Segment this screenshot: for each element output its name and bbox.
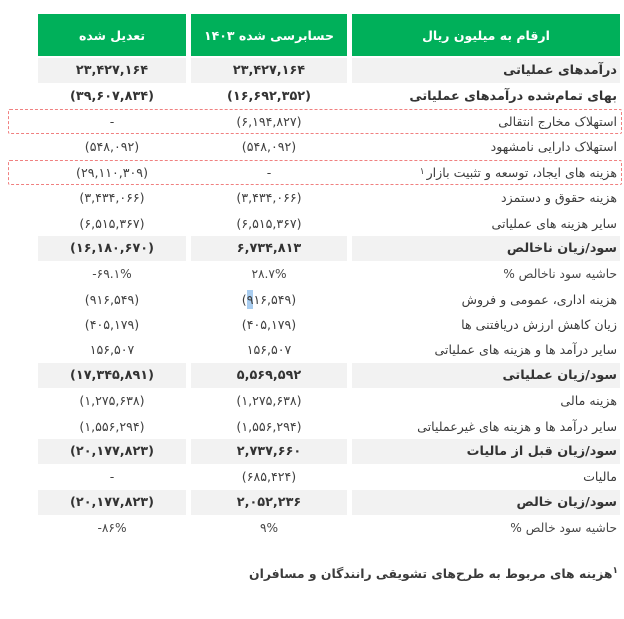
row-label [352,337,620,362]
audited-value: (۱۶,۶۹۲,۳۵۲) [227,88,311,104]
cell-audited-value [191,134,347,159]
cell-audited-value [191,515,347,540]
table-row [38,312,620,337]
cell-audited-value [191,210,347,235]
audited-value: (۱,۵۵۶,۲۹۴) [236,418,302,434]
row-label-text: هزینه های ایجاد، توسعه و تثبیت بازار [426,164,617,180]
adjusted-value: ۱۵۶,۵۰۷ [89,342,135,358]
cell-audited-value [191,236,347,261]
income-statement-table [38,14,620,540]
row-label [352,83,620,108]
row-label-text: استهلاک دارایی نامشهود [490,139,617,155]
table-row [38,210,620,235]
table-row [38,160,620,185]
cell-audited-value [191,464,347,489]
cell-adjusted-value [38,210,186,235]
row-label-text: سایر درآمد ها و هزینه های عملیاتی [434,342,617,358]
row-label [352,515,620,540]
audited-value: (۴۰۵,۱۷۹) [241,317,297,333]
adjusted-value: -۶۹.۱% [92,266,132,281]
row-label-text: مالیات [583,469,617,485]
table-row [38,413,620,438]
row-label-text: سود/زیان قبل از مالیات [466,444,617,460]
audited-value: ۶,۷۳۴,۸۱۳ [236,240,302,256]
cell-adjusted-value [38,185,186,210]
row-label-text: زیان کاهش ارزش دریافتنی ها [461,317,617,333]
row-label [352,413,620,438]
row-label-text: سایر درآمد ها و هزینه های غیرعملیاتی [417,418,617,434]
table-body [38,58,620,540]
table-row [38,388,620,413]
table-row [38,185,620,210]
table-row [38,363,620,388]
row-label-text: سایر هزینه های عملیاتی [491,215,617,231]
audited-value: ۲,۷۳۷,۶۶۰ [236,444,302,460]
row-label-text: استهلاک مخارج انتقالی [498,113,617,129]
cell-audited-value [191,312,347,337]
audited-value: - [266,164,272,180]
cell-adjusted-value [38,58,186,83]
audited-value: (۶۸۵,۴۲۴) [241,469,297,485]
row-label [352,464,620,489]
audited-value: ۲,۰۵۲,۲۳۶ [236,494,302,510]
adjusted-value: (۱۷,۳۴۵,۸۹۱) [70,367,154,383]
cell-audited-value [191,439,347,464]
cell-audited-value [191,160,347,185]
row-label-text: سود/زیان ناخالص [506,240,617,256]
cell-adjusted-value [38,134,186,159]
adjusted-value: - [109,469,115,485]
adjusted-value: - [109,113,115,129]
row-label [352,363,620,388]
cell-adjusted-value [38,388,186,413]
adjusted-value: (۱,۲۷۵,۶۳۸) [79,393,145,409]
cell-audited-value [191,83,347,108]
cell-audited-value [191,109,347,134]
audited-value: (۶,۵۱۵,۳۶۷) [236,215,302,231]
cell-audited-value [191,287,347,312]
row-label [352,261,620,286]
table-row [38,134,620,159]
audited-value: (۱,۲۷۵,۶۳۸) [236,393,302,409]
cell-adjusted-value [38,515,186,540]
cell-audited-value [191,185,347,210]
row-label: هزینه های ایجاد، توسعه و تثبیت بازار ۱ [419,164,617,180]
row-label [352,490,620,515]
audited-value: ۲۸.۷% [251,266,287,281]
selection-highlight: ۹ [246,291,254,307]
row-label [352,287,620,312]
cell-adjusted-value [38,312,186,337]
row-label [352,210,620,235]
cell-adjusted-value [38,160,186,185]
row-label [352,439,620,464]
cell-audited-value [191,261,347,286]
cell-adjusted-value [38,490,186,515]
cell-adjusted-value [38,261,186,286]
header-adjusted: تعدیل شده [38,14,186,56]
cell-audited-value [191,58,347,83]
adjusted-value: (۳,۴۳۴,۰۶۶) [79,190,145,206]
adjusted-value: (۱۶,۱۸۰,۶۷۰) [70,240,154,256]
table-row [38,337,620,362]
row-label-text: بهای تمام‌شده درآمدهای عملیاتی [409,88,617,104]
table-row [38,287,620,312]
row-label-text: درآمدهای عملیاتی [503,63,617,79]
row-label-text: هزینه مالی [560,393,617,409]
table-header-row [38,14,620,56]
header-unit-note: ارقام به میلیون ریال [352,14,620,56]
adjusted-value: (۵۴۸,۰۹۲) [84,139,140,155]
adjusted-value: (۹۱۶,۵۴۹) [84,291,140,307]
cell-audited-value [191,388,347,413]
table-row [38,464,620,489]
audited-value: ۲۳,۴۲۷,۱۶۴ [232,63,306,79]
row-label-text: هزینه حقوق و دستمزد [501,190,617,206]
footnote-marker: ۱ [612,566,618,577]
adjusted-value: -۸۶% [97,520,127,535]
table-row [38,490,620,515]
header-audited-1403: حسابرسی شده ۱۴۰۳ [191,14,347,56]
table-row [38,236,620,261]
row-label-text: حاشیه سود ناخالص % [503,266,617,281]
table-row [38,439,620,464]
cell-adjusted-value [38,109,186,134]
cell-adjusted-value [38,363,186,388]
cell-adjusted-value [38,337,186,362]
table-row [38,261,620,286]
table-row [38,83,620,108]
table-row [38,58,620,83]
cell-adjusted-value [38,464,186,489]
cell-adjusted-value [38,83,186,108]
cell-adjusted-value [38,439,186,464]
row-label [352,185,620,210]
cell-audited-value [191,337,347,362]
row-label [352,134,620,159]
row-label [352,58,620,83]
cell-adjusted-value [38,236,186,261]
row-label-text: حاشیه سود خالص % [510,520,617,535]
table-row [38,515,620,540]
adjusted-value: (۲۰,۱۷۷,۸۲۳) [70,494,154,510]
audited-value: (۶,۱۹۴,۸۲۷) [236,113,302,129]
audited-value: ۹% [259,520,279,535]
adjusted-value: (۳۹,۶۰۷,۸۳۴) [70,88,154,104]
cell-adjusted-value [38,413,186,438]
row-label-text: هزینه اداری، عمومی و فروش [461,291,617,307]
row-label [352,236,620,261]
row-label [352,312,620,337]
adjusted-value: (۱,۵۵۶,۲۹۴) [79,418,145,434]
adjusted-value: (۴۰۵,۱۷۹) [84,317,140,333]
audited-value: (۵۴۸,۰۹۲) [241,139,297,155]
cell-audited-value [191,413,347,438]
row-label [352,388,620,413]
row-label-text: سود/زیان عملیاتی [502,367,617,383]
adjusted-value: (۲۰,۱۷۷,۸۲۳) [70,444,154,460]
row-label-text: سود/زیان خالص [516,494,617,510]
audited-value: ۱۵۶,۵۰۷ [246,342,292,358]
audited-value: (۹۱۶,۵۴۹) [241,291,297,307]
audited-value: (۳,۴۳۴,۰۶۶) [236,190,302,206]
adjusted-value: (۶,۵۱۵,۳۶۷) [79,215,145,231]
table-row [38,109,620,134]
adjusted-value: ۲۳,۴۲۷,۱۶۴ [75,63,149,79]
cell-audited-value [191,363,347,388]
cell-adjusted-value [38,287,186,312]
audited-value: ۵,۵۶۹,۵۹۲ [236,367,302,383]
footnote [4,566,620,581]
row-label [352,109,620,134]
adjusted-value: (۲۹,۱۱۰,۳۰۹) [76,164,148,180]
cell-audited-value [191,490,347,515]
footnote-text: هزینه های مربوط به طرح‌های تشویقی رانندگان و مسافران [249,566,613,582]
